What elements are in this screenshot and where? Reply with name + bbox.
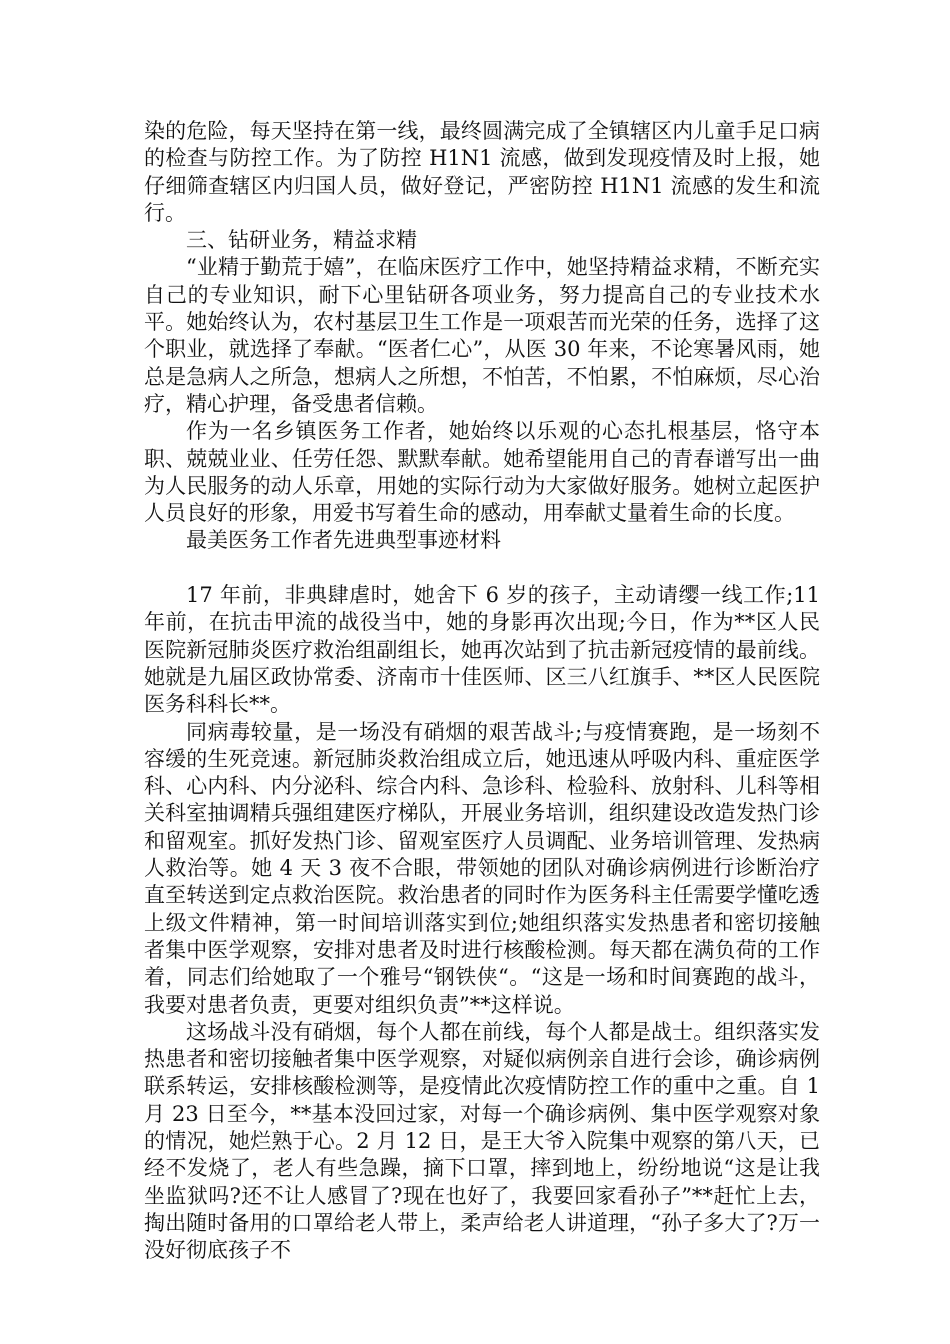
article-title: 最美医务工作者先进典型事迹材料 bbox=[186, 528, 501, 553]
paragraph: 17 年前，非典肆虐时，她舍下 6 岁的孩子，主动请缨一线工作;11 年前，在抗击甲流的战役当中，她的身影再次出现;今日，作为**区人民医院新冠肺炎医疗救治组副组长，她再次站到了抗击新冠疫情的最前线。她就是九届区政协常委、济南市十佳医师、区三八红旗手、**区人民医院医务科科长**。 bbox=[144, 583, 820, 717]
paragraph: 作为一名乡镇医务工作者，她始终以乐观的心态扎根基层，恪守本职、兢兢业业、任劳任怨、默默奉献。她希望能用自己的青春谱写出一曲为人民服务的动人乐章，用她的实际行动为大家做好服务。她树立起医护人员良好的形象，用爱书写着生命的感动，用奉献丈量着生命的长度。 bbox=[144, 419, 820, 526]
paragraph: 同病毒较量，是一场没有硝烟的艰苦战斗;与疫情赛跑，是一场刻不容缓的生死竞速。新冠肺炎救治组成立后，她迅速从呼吸内科、重症医学科、心内科、内分泌科、综合内科、急诊科、检验科、放射科、儿科等相关科室抽调精兵强组建医疗梯队，开展业务培训，组织建设改造发热门诊和留观室。抓好发热门诊、留观室医疗人员调配、业务培训管理、发热病人救治等。她 4 天 3 夜不合眼，带领她的团队对确诊病例进行诊断治疗直至转送到定点救治医院。救治患者的同时作为医务科主任需要学懂吃透上级文件精神，第一时间培训落实到位;她组织落实发热患者和密切接触者集中医学观察，安排对患者及时进行核酸检测。每天都在满负荷的工作着，同志们给她取了一个雅号“钢铁侠“。“这是一场和时间赛跑的战斗，我要对患者负责，更要对组织负责”**这样说。 bbox=[144, 719, 820, 1017]
blank-line bbox=[144, 555, 820, 582]
section-heading: 三、钻研业务，精益求精 bbox=[186, 228, 417, 253]
document-body bbox=[144, 118, 820, 1264]
paragraph: 这场战斗没有硝烟，每个人都在前线，每个人都是战士。组织落实发热患者和密切接触者集中医学观察，对疑似病例亲自进行会诊，确诊病例联系转运，安排核酸检测等，是疫情此次疫情防控工作的重中之重。自 1 月 23 日至今，**基本没回过家，对每一个确诊病例、集中医学观察对象的情况，她烂熟于心。2 月 12 日，是王大爷入院集中观察的第八天，已经不发烧了，老人有些急躁，摘下口罩，摔到地上，纷纷地说“这是让我坐监狱吗?还不让人感冒了?现在也好了，我要回家看孙子”**赶忙上去，掏出随时备用的口罩给老人带上，柔声给老人讲道理，“孙子多大了?万一没好彻底孩子不 bbox=[144, 1019, 820, 1263]
paragraph: “业精于勤荒于嬉”，在临床医疗工作中，她坚持精益求精，不断充实自己的专业知识，耐下心里钻研各项业务，努力提高自己的专业技术水平。她始终认为，农村基层卫生工作是一项艰苦而光荣的任务，选择了这个职业，就选择了奉献。“医者仁心”，从医 30 年来，不论寒暑风雨，她总是急病人之所急，想病人之所想，不怕苦，不怕累，不怕麻烦，尽心治疗，精心护理，备受患者信赖。 bbox=[144, 255, 820, 416]
paragraph-continuation: 染的危险，每天坚持在第一线，最终圆满完成了全镇辖区内儿童手足口病的检查与防控工作。为了防控 H1N1 流感，做到发现疫情及时上报，她仔细筛查辖区内归国人员，做好登记，严密防控 H1N1 流感的发生和流行。 bbox=[144, 119, 820, 225]
